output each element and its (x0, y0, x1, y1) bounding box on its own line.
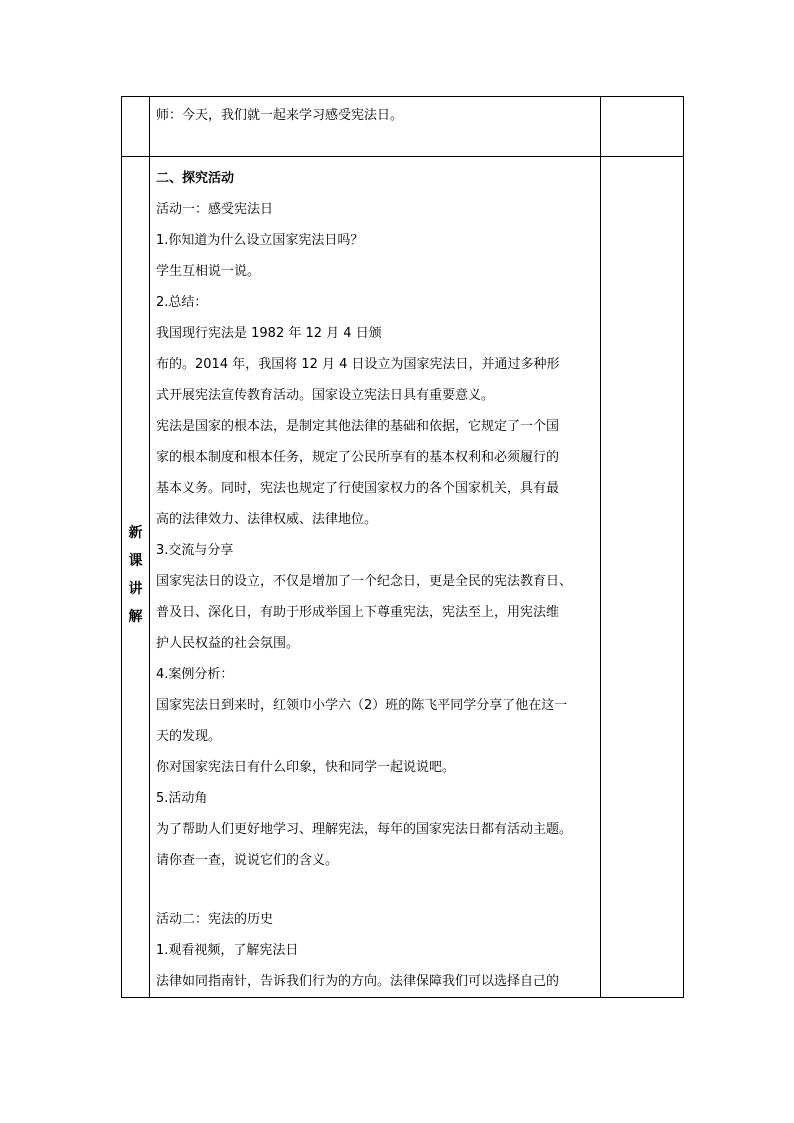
summary-line: 基本义务。同时，宪法也规定了行使国家权力的各个国家机关，具有最 (156, 481, 560, 496)
intro-row (122, 97, 684, 157)
case-line: 你对国家宪法日有什么印象，快和同学一起说说吧。 (156, 760, 456, 775)
summary-line: 式开展宪法宣传教育活动。国家设立宪法日具有重要意义。 (156, 388, 495, 403)
activity2-title: 活动二：宪法的历史 (156, 912, 274, 927)
teacher-line: 师：今天，我们就一起来学习感受宪法日。 (156, 108, 404, 123)
share-line: 护人民权益的社会氛围。 (156, 636, 300, 651)
summary-line: 高的法律效力、法律权威、法律地位。 (156, 512, 378, 527)
summary-line: 家的根本制度和根本任务，规定了公民所享有的基本权利和必须履行的 (156, 450, 560, 465)
activity-corner-line: 为了帮助人们更好地学习、理解宪法，每年的国家宪法日都有活动主题。 (156, 822, 573, 837)
question-5: 5.活动角 (156, 791, 208, 806)
lesson-table (121, 96, 684, 998)
case-line: 国家宪法日到来时，红领巾小学六（2）班的陈飞平同学分享了他在这一 (156, 698, 568, 713)
new-lesson-row (122, 157, 684, 998)
summary-line: 宪法是国家的根本法，是制定其他法律的基础和依据，它规定了一个国 (156, 419, 560, 434)
summary-line: 布的。2014 年，我国将 12 月 4 日设立为国家宪法日，并通过多种形 (156, 357, 560, 372)
intro-notes-cell (601, 97, 684, 157)
activity1-title: 活动一：感受宪法日 (156, 202, 274, 217)
section-label-cell (122, 157, 150, 998)
question-1: 1.你知道为什么设立国家宪法日吗？ (156, 233, 364, 248)
section-heading: 二、探究活动 (156, 171, 235, 186)
case-line: 天的发现。 (156, 729, 222, 744)
question-3: 3.交流与分享 (156, 543, 234, 558)
activity2-line: 法律如同指南针，告诉我们行为的方向。法律保障我们可以选择自己的 (156, 974, 560, 989)
lesson-notes-cell (601, 157, 684, 998)
lesson-content-cell (150, 157, 601, 998)
intro-label-cell (122, 97, 150, 157)
section-label-char: 解 (128, 609, 143, 625)
question-2: 2.总结： (156, 295, 208, 310)
share-line: 普及日、深化日，有助于形成举国上下尊重宪法，宪法至上，用宪法维 (156, 605, 560, 620)
question-1-answer: 学生互相说一说。 (156, 264, 261, 279)
activity2-question-1: 1.观看视频，了解宪法日 (156, 943, 299, 958)
spacer (156, 876, 596, 904)
section-label-char: 讲 (128, 581, 143, 597)
section-label-char: 课 (128, 553, 143, 569)
section-label (122, 519, 149, 631)
share-line: 国家宪法日的设立，不仅是增加了一个纪念日，更是全民的宪法教育日、 (156, 574, 573, 589)
question-4: 4.案例分析： (156, 667, 234, 682)
summary-line: 我国现行宪法是 1982 年 12 月 4 日颁 (156, 326, 382, 341)
section-label-char: 新 (128, 525, 143, 541)
intro-content-cell (150, 97, 601, 157)
activity-corner-line: 请你查一查，说说它们的含义。 (156, 853, 339, 868)
